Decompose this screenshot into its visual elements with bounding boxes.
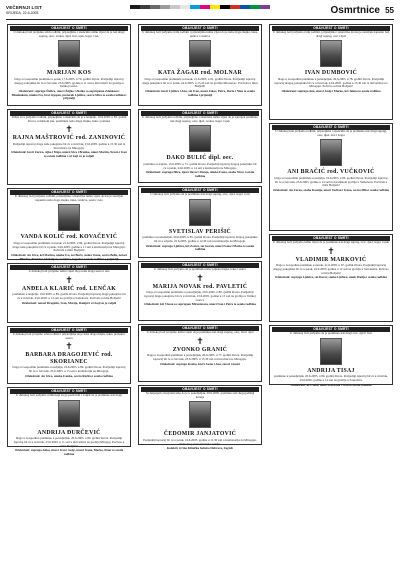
notice-details: preminula u nedjelju, 19.6.2005. u 89. godini života. Posljednji ispraćaj drage pokojnice bit će u četvrtak, 23.6.2005. u 12 sati na groblju u Samoboru. Počivala u miru Božjem!	[12, 292, 126, 300]
death-notice	[269, 123, 393, 231]
notices-column-middle	[138, 24, 262, 451]
notices-column-left	[7, 24, 131, 457]
portrait-photo	[189, 125, 211, 152]
death-notice	[7, 263, 131, 323]
color-swatch	[190, 5, 200, 9]
notices-column-right	[269, 24, 393, 385]
death-notice	[138, 385, 262, 451]
notice-body	[141, 268, 259, 318]
notice-details: preminuo u ponedjeljak, 20.6.2005. u 85. godini života. Posljednji ispraćaj dragog pokojnika bit će u srijedu, 22.6.2005. godine u 12,30 sati u krematoriju na Mirogoju.	[142, 235, 258, 243]
mourners-list: Ožalošćeni: supruga Mira, djeca Davor i Dunja, unuka Ivana, snaha Nives i ostala rodbina	[145, 170, 255, 179]
mourners-list: Ožalošćeni: kćeri Ljubica i Ana, sin Ivan, unuci Jakov, Petra, Dario i Nina te ostala rodbina i prijatelji	[145, 89, 255, 97]
notice-heading: OBAVIJEST O SMRTI	[272, 125, 390, 130]
mourners-list: Ožalošćeni: nećaci Dragutin, Ivan, Marija, Danijel i svi koji su je voljeli	[21, 300, 117, 305]
notice-body	[141, 392, 259, 451]
deceased-name: DAKO BULIĆ dipl. oec.	[166, 155, 234, 162]
portrait-photo	[189, 199, 211, 226]
notice-heading: OBAVIJEST O SMRTI	[141, 326, 259, 331]
mourners-list: Ožalošćeni: sin Ivica, unuka Ivanka, sestra Ružica i ostala rodbina	[25, 373, 113, 378]
notice-intro: U dubokoj boli javljamo svim rodbini i prijateljima da je naša draga majka, baka, prabaka i sestra	[12, 332, 126, 340]
color-swatch	[160, 5, 170, 9]
notice-intro: U dubokoj boli javljamo svim rodbini, prijateljima i znancima da nas je zauvijek napustio naš dragi suprug, otac i djed	[273, 30, 389, 38]
death-notice	[7, 24, 131, 106]
notice-details: blago u Gospodinu preminuo u ponedjeljak, 20.6.2005. u 80. godini života. Posljednji ispraćaj bit će u četvrtak, 23.6.2005. u 11 sati u mrtvačnici na groblju Mirogoj. Počivao u miru Božjem!	[13, 436, 125, 448]
section-title: Osmrtnice	[330, 5, 380, 16]
notice-intro: U dubokoj boli javljamo da je preminuo naš dragi suprug, otac, djed, šogor i tast	[150, 192, 250, 196]
death-notice	[138, 24, 262, 106]
deceased-name: MARIJAN KOS	[46, 70, 92, 77]
color-swatch	[130, 5, 140, 9]
deceased-name: VANDA KOLIĆ rod. KOVAČEVIĆ	[20, 234, 118, 241]
cross-icon: ✝	[65, 341, 73, 352]
mourners-list: Ožalošćeni: supruga Štefica, sinovi Željko i Zlatko sa suprugama Zdenkom i Mladenkom, unuka Iva, brat Stjepan, pastorak Ljubica, sestra Mira te ostala rodbina i prijatelji	[11, 89, 127, 101]
notice-body	[141, 116, 259, 180]
notice-body	[141, 193, 259, 255]
page-number: 55	[385, 6, 394, 15]
notice-details: preminuo u srijedu, 15.6.2005. u 71. godini života. Posljednji ispraćaj dragog pokojnika bit će u petak, 24.6.2005. u 14 sati u krematoriju na Mirogoju.	[143, 161, 257, 170]
notice-intro: U dubokoj boli javljamo svim rodbini i prijateljima tužnu vijest da je naša draga majka, baka, punica i svekrva	[142, 30, 258, 38]
color-swatch	[150, 5, 160, 9]
mourners-list: Ožalošćeni: supruga Ana, sinovi Josip i Marko, kći Jelena te ostala rodbina	[281, 89, 381, 94]
color-swatch	[200, 5, 210, 9]
deceased-name: ANDRIJA TISAJ	[307, 367, 355, 374]
portrait-photo	[320, 139, 342, 166]
color-swatch	[260, 5, 270, 9]
notice-details: Posljednji ispraćaj drage naše pokojnice bit će u četvrtak, 23.6.2005. godine u 15,30 sati iz mrtvačnice na Mirogoju.	[12, 141, 126, 150]
notice-details: preminuo u ponedjeljak, 20.6.2005. u 89. godini života. Posljednji ispraćaj bit će u četvrtak, 23.6.2005. godine u 14 sati na groblju u Zaprešiću.	[274, 374, 388, 382]
notice-details: blago u Gospodinu preminula u nedjelju, 19.6.2005. u 86. godini života. Posljednji ispraćaj bit će u četvrtak, 23.6.2005. godine u 14 sati na Gradskom groblju u Samoboru. Počivala u miru Božjem!	[274, 175, 388, 188]
cross-icon: ✝	[65, 124, 73, 135]
deceased-name: KATA ŽAGAR rod. MOLNAR	[158, 70, 242, 77]
mourners-list: Ožalošćeni: sin Zoran, snaha Ksenija, unuci Vedran i Ivana, sestra Mila i ostala rodbina	[273, 188, 389, 193]
notice-body	[141, 31, 259, 103]
death-notice	[138, 186, 262, 258]
notice-intro: U dubokoj boli javljamo da je preminuo naš dragi otac, djed i brat	[290, 331, 372, 335]
notice-body	[10, 116, 128, 182]
deceased-name: RAJNA MAŠTROVIĆ rod. ZANINOVIĆ	[12, 135, 126, 142]
portrait-photo	[58, 40, 80, 67]
print-color-calibration-bar	[130, 5, 270, 9]
deceased-name: SVETISLAV PERIŠIĆ	[168, 228, 232, 235]
mourners-list: Ožalošćeni: supruga Anka, sinovi Ivan i Josip, unuci Ivana, Marko, Petar te ostala rodbina	[14, 448, 124, 457]
cross-icon: ✝	[196, 272, 204, 283]
portrait-photo	[320, 338, 342, 365]
notice-heading: OBAVIJEST O SMRTI	[272, 26, 390, 31]
deceased-name: VLADIMIR MARKOVIĆ	[295, 256, 367, 263]
color-swatch	[250, 5, 260, 9]
cross-icon: ✝	[65, 274, 73, 285]
death-notice	[138, 109, 262, 183]
notice-details: blago u Gospodinu preminuo u utorak, 21.6.2005. u 67. godini života. Posljednji ispraćaj dragog pokojnika bit će u petak, 24.6.2005. godine u 12 sati na groblju u Sesvetama. Počivao u miru Božjem!	[273, 263, 389, 275]
notice-heading: OBAVIJEST O SMRTI	[10, 389, 128, 394]
deceased-name: ČEDOMIR JANJATOVIĆ	[163, 431, 237, 438]
deceased-name: BARBARA DRAGOJEVIĆ rod. SKORIANEC	[25, 352, 113, 365]
notice-heading: OBAVIJEST O SMRTI	[141, 111, 259, 116]
color-swatch	[140, 5, 150, 9]
notice-intro: U dubokoj boli javljamo svima koji su ga poznavali i voljeli da je preminuo naš dragi	[16, 393, 122, 397]
mourners-list: Kolektiv tvrtke Klinička bolnica Dubrava, Zagreb	[166, 446, 234, 451]
notice-heading: OBAVIJEST O SMRTI	[141, 26, 259, 31]
portrait-photo	[189, 40, 211, 67]
death-notice	[269, 24, 393, 120]
death-notice	[7, 387, 131, 457]
notice-heading: OBAVIJEST O SMRTI	[10, 26, 128, 31]
notice-intro: U dubokoj boli javljamo rodbini, prijateljima i znancima tužnu vijest da nas je zauvijek napustila naša draga majka, baka, svekrva, sestra i teta	[14, 194, 124, 202]
notice-heading: OBAVIJEST O SMRTI	[272, 236, 390, 241]
notice-body	[272, 241, 390, 319]
mourners-list: Ožalošćeni: kći Vlasta sa suprugom Miroslavom, unuci Ivan i Petra te ostala rodbina	[144, 302, 256, 307]
deceased-name: ANĐELA KLARIĆ rod. LENČAK	[21, 285, 117, 292]
notice-details: Posljednji ispraćaj bit će u petak, 24.6.2005. godine u 11,30 sati u krematoriju na Mirogoju. Neka mu je laka hrvatska zemlja.	[143, 437, 257, 446]
notice-heading: OBAVIJEST O SMRTI	[10, 328, 128, 333]
notice-intro: Tužna srca javljamo rodbini, prijateljima i znancima da je u nedjelju, 19.6.2005. u 83. godini života, u mirnom snu, preminula naša draga majka, baka i prabaka	[11, 115, 127, 123]
portrait-photo	[320, 40, 342, 67]
color-swatch	[170, 5, 180, 9]
notice-details: blago u Gospodinu preminula u nedjelju, 19.6.2005. u 89. godini života. Posljednji ispraćaj bit će u četvrtak, 23.6.2005. u 15 sati u krematoriju na Mirogoju.	[12, 365, 126, 374]
notice-intro: U dubokoj boli javljamo svim rodbini, prijateljima i znancima tužnu vijest da je naš drugi suprug, otac, svekar, djed, brat, ujak, šogor i zet,	[13, 30, 125, 38]
notice-body	[10, 333, 128, 381]
notice-intro: U dubokoj boli javljamo da je preminula naša voljena majka, baka i sestra	[154, 267, 246, 271]
notice-body	[10, 195, 128, 261]
notice-details: blago u Gospodinu preminuo u petak, 17.6.2005. u 79. godini života. Posljednji ispraćaj dragog pokojnika bit će u četvrtak, 23.6.2005. godine u 11 sati u mrtvačnici na groblju u Velikoj Gorici.	[14, 76, 124, 89]
notice-intro: U dubokoj boli javljamo rodbini, prijateljima i znancima da je preminuo naš dragi suprug, otac, djed, brat i šogor	[275, 129, 387, 137]
notice-intro: U dubokoj boli javljamo tužnu vijest da je preminuo naš dragi suprug, otac, djed, šogor i ujak	[273, 240, 389, 244]
death-notice	[7, 326, 131, 384]
notice-heading: OBAVIJEST O SMRTI	[10, 111, 128, 116]
color-swatch	[210, 5, 220, 9]
deceased-name: ANI BRAČIĆ rod. VUČKOVIĆ	[287, 169, 375, 176]
portrait-photo	[58, 204, 80, 231]
notice-body	[272, 130, 390, 228]
notice-intro: U dubokoj boli javljamo tužnu vijest da je preminuo naš dragi suprug, otac, brat i djed	[146, 330, 254, 334]
notice-body	[272, 332, 390, 387]
death-notice	[7, 109, 131, 185]
deceased-name: MARIJA NOVAK rod. PAVLETIĆ	[152, 283, 248, 290]
notice-heading: OBAVIJEST O SMRTI	[141, 263, 259, 268]
notice-heading: OBAVIJEST O SMRTI	[10, 190, 128, 195]
notice-heading: OBAVIJEST O SMRTI	[272, 327, 390, 332]
newspaper-name: VEČERNJI LIST	[6, 5, 43, 10]
notice-details: blago u Gospodinu preminula u utorak, 21.6.2005. u 84. godini života. Posljednji ispraćaj drage naše pokojnice bit će u petak, 24.6.2005. godine u 11 sati u krematoriju na Mirogoju. Počivala u miru Božjem!	[12, 240, 126, 253]
death-notice	[138, 261, 262, 321]
notice-body	[10, 394, 128, 457]
notice-details: blago u Gospodinu preminula u utorak, 21.6.2005. u 91. godini života. Posljednji ispraćaj drage pokojnice bit će u petak, 24.6.2005. u 15,45 sati na groblju Miroševec. Počivala u miru Božjem!	[142, 76, 258, 89]
notice-details: blago u Gospodinu preminula u ponedjeljak, 20.6.2005. u 86. godini života. Posljednji ispraćaj drage pokojnice bit će u četvrtak, 23.6.2005. godine u 13 sati na groblju u Velikoj Gorici.	[144, 290, 256, 302]
mourners-list: Ožalošćeni: sin Ivica, kći Marina, unuke Iva, zet Boris, snaha Vesna, sestra Bella, nećaci Mladen, Tomislav i Kristijan, sestrične, šogorice i ostala rodbina i prijatelji	[11, 253, 127, 261]
notice-intro: U dubokoj boli javljamo tužnu vijest da je naša draga sestra i teta	[28, 269, 110, 273]
death-notice	[138, 324, 262, 382]
issue-date: SRIJEDA, 22.6.2005.	[6, 11, 40, 15]
color-swatch	[240, 5, 250, 9]
mourners-list: Ožalošćeni: supruga Ljubica, sin Davor, snaha Ljubica, unuk Matija i ostala rodbina	[275, 275, 387, 280]
death-notice	[269, 325, 393, 385]
mourners-list: Ožalošćeni: kćeri Zorica, Ajka i Maja, unuci Ivica i Branko, unuci Martin, Neven i Ivan te ostala rodbina i svi koji su je voljeli	[11, 150, 127, 159]
notice-body	[272, 31, 390, 117]
portrait-photo	[189, 401, 211, 428]
notice-details: blago u Gospodinu preminuo u ponedjeljak, 20.6.2005. u 77. godini života. Posljednji ispraćaj bit će u četvrtak, 23.6.2005. u 15,30 sati u mrtvačnici na Mirogoju.	[146, 353, 254, 361]
notice-intro: Sa žaljenjem obavještavamo da je u ponedjeljak, 20.6.2005. preminuo naš dugogodišnji kolega	[145, 391, 255, 399]
notice-body	[141, 331, 259, 379]
death-notice	[269, 234, 393, 322]
deceased-name: ANDRIJA ĐURČEVIĆ	[37, 429, 101, 436]
color-swatch	[220, 5, 230, 9]
mourners-list: Ožalošćeni: supruga Katica, kćeri Jasna i Ana, zetovi i unuci	[160, 361, 240, 366]
death-notice	[7, 188, 131, 260]
deceased-name: ZVONKO GRANIĆ	[172, 346, 228, 353]
notice-details: blago u Gospodinu preminuo u ponedjeljak, 20.6.2005. u 78. godini života. Posljednji ispraćaj dragog pokojnika bit će u četvrtak, 23.6.2005. godine u 13,30 sati iz mrtvačnice na Mirogoju. Počivao u miru Božjem!	[274, 76, 388, 89]
color-swatch	[230, 5, 240, 9]
notice-intro: U dubokoj boli javljamo rodbini, prijateljima i znancima tužnu vijest da je zauvijek preminuo naš dragi suprug, otac, djed, svekar, šogor i ujak	[142, 115, 258, 123]
color-swatch	[180, 5, 190, 9]
cross-icon: ✝	[327, 245, 335, 256]
portrait-photo	[58, 400, 80, 427]
deceased-name: IVAN DUMBOVIĆ	[304, 70, 358, 77]
notice-heading: OBAVIJEST O SMRTI	[10, 265, 128, 270]
notice-heading: OBAVIJEST O SMRTI	[141, 188, 259, 193]
notice-body	[10, 31, 128, 103]
notice-body	[10, 270, 128, 320]
mourners-list: Ožalošćeni: supruga Ljubica, kći Zorica, zet Goran, unuci Ivana i Marko te ostala rodbina	[145, 243, 255, 252]
cross-icon: ✝	[196, 335, 204, 346]
mourners-list: Ožalošćeni: kći Nada, unuci Katarina i Ivan te ostala rodbina	[290, 382, 372, 387]
notice-heading: OBAVIJEST O SMRTI	[141, 387, 259, 392]
